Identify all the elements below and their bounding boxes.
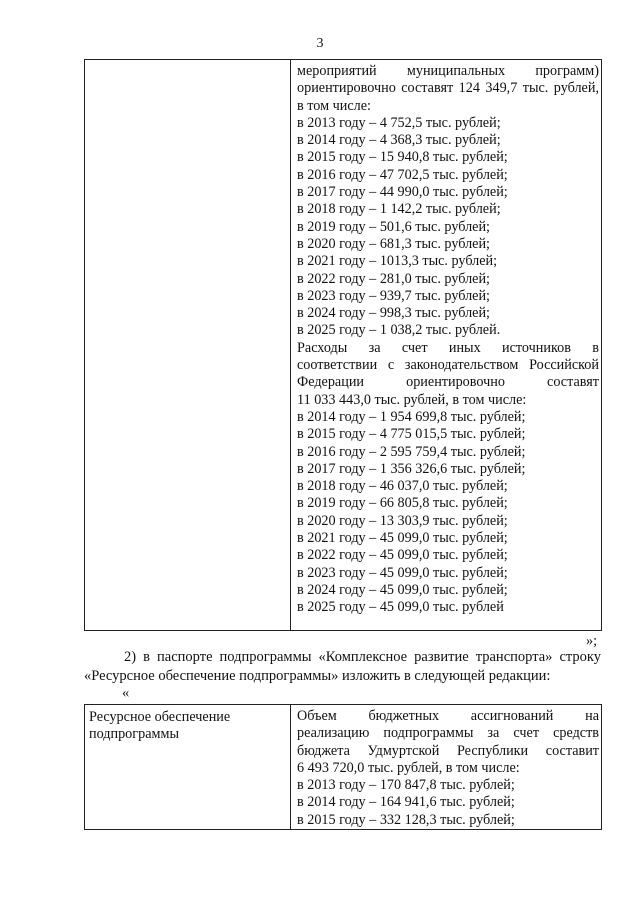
- funding-lines: [291, 60, 601, 617]
- funding-line: в 2022 году – 45 099,0 тыс. рублей;: [297, 547, 508, 564]
- funding-line: в 2019 году – 501,6 тыс. рублей;: [297, 218, 490, 235]
- funding-line: в 2018 году – 46 037,0 тыс. рублей;: [297, 478, 508, 495]
- funding-line: в 2022 году – 281,0 тыс. рублей;: [297, 270, 490, 287]
- funding-line: в 2017 году – 1 356 326,6 тыс. рублей;: [297, 460, 526, 477]
- funding-line: в 2021 году – 45 099,0 тыс. рублей;: [297, 530, 508, 547]
- funding-line: в 2018 году – 1 142,2 тыс. рублей;: [297, 201, 501, 218]
- table-row: [85, 60, 602, 631]
- funding-line: соответствии с законодательством Российской: [297, 357, 599, 374]
- funding-line: в 2013 году – 4 752,5 тыс. рублей;: [297, 114, 501, 131]
- table-cell-funding-text: [291, 705, 602, 830]
- transport-resource-table: [84, 704, 602, 830]
- table-cell-label: [85, 705, 291, 830]
- paragraph-line: «Ресурсное обеспечение подпрограммы» изложить в следующей редакции:: [84, 668, 551, 684]
- funding-line: в 2014 году – 4 368,3 тыс. рублей;: [297, 132, 501, 149]
- table-cell-empty: [85, 60, 291, 631]
- funding-line: в 2015 году – 4 775 015,5 тыс. рублей;: [297, 426, 526, 443]
- funding-line: в 2025 году – 45 099,0 тыс. рублей: [297, 599, 504, 616]
- funding-line: 6 493 720,0 тыс. рублей, в том числе:: [297, 759, 520, 776]
- funding-line: 11 033 443,0 тыс. рублей, в том числе:: [297, 391, 527, 408]
- funding-line: в 2023 году – 45 099,0 тыс. рублей;: [297, 564, 508, 581]
- table-cell-funding-text: [291, 60, 602, 631]
- funding-line: в 2024 году – 998,3 тыс. рублей;: [297, 305, 490, 322]
- funding-line: в 2024 году – 45 099,0 тыс. рублей;: [297, 581, 508, 598]
- funding-line: мероприятий муниципальных программ): [297, 63, 599, 79]
- funding-line: в 2016 году – 2 595 759,4 тыс. рублей;: [297, 443, 526, 460]
- funding-line: в 2014 году – 1 954 699,8 тыс. рублей;: [297, 408, 526, 425]
- funding-line: в 2023 году – 939,7 тыс. рублей;: [297, 287, 490, 304]
- row-label-line: подпрограммы: [89, 726, 179, 743]
- funding-lines: [291, 705, 601, 829]
- funding-line: в 2013 году – 170 847,8 тыс. рублей;: [297, 777, 515, 794]
- funding-line: в 2019 году – 66 805,8 тыс. рублей;: [297, 495, 508, 512]
- paragraph-line: 2) в паспорте подпрограммы «Комплексное развитие транспорта» строку: [124, 649, 601, 665]
- funding-line: в 2021 году – 1013,3 тыс. рублей;: [297, 253, 498, 270]
- funding-line: в 2015 году – 15 940,8 тыс. рублей;: [297, 149, 508, 166]
- funding-line: в 2014 году – 164 941,6 тыс. рублей;: [297, 794, 515, 811]
- funding-line: в 2025 году – 1 038,2 тыс. рублей.: [297, 322, 501, 339]
- funding-line: Расходы за счет иных источников в: [297, 339, 599, 356]
- amendment-paragraph: [84, 648, 601, 686]
- funding-line: в 2015 году – 332 128,3 тыс. рублей;: [297, 811, 515, 828]
- funding-line: ориентировочно составят 124 349,7 тыс. рублей,: [297, 80, 599, 97]
- funding-line: Объем бюджетных ассигнований на: [297, 708, 599, 724]
- funding-line: в 2016 году – 47 702,5 тыс. рублей;: [297, 166, 508, 183]
- funding-line: бюджета Удмуртской Республики составит: [297, 742, 599, 759]
- funding-line: в 2020 году – 13 303,9 тыс. рублей;: [297, 512, 508, 529]
- table-row: [85, 705, 602, 830]
- page-number: 3: [316, 36, 324, 51]
- opening-quote-mark: «: [122, 685, 130, 701]
- resource-table-continued: [84, 59, 602, 631]
- funding-line: в том числе:: [297, 97, 371, 114]
- closing-quote-mark: »;: [586, 633, 598, 649]
- funding-line: Федерации ориентировочно составят: [297, 374, 599, 391]
- funding-line: в 2017 году – 44 990,0 тыс. рублей;: [297, 184, 508, 201]
- funding-line: в 2020 году – 681,3 тыс. рублей;: [297, 235, 490, 252]
- row-label-line: Ресурсное обеспечение: [89, 709, 231, 725]
- funding-line: реализацию подпрограммы за счет средств: [297, 725, 599, 742]
